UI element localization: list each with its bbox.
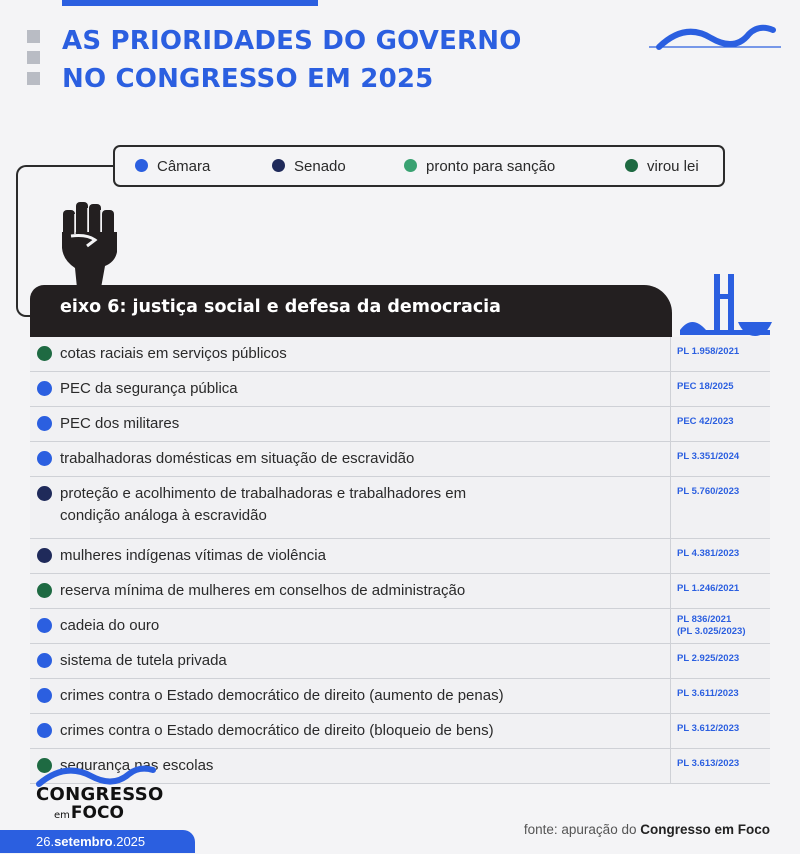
page-title	[62, 22, 522, 98]
date-badge: 26.setembro.2025	[0, 830, 195, 853]
status-dot-icon	[37, 416, 52, 431]
table-row: crimes contra o Estado democrático de direito (aumento de penas) PL 3.611/2023	[30, 679, 770, 714]
status-dot-icon	[37, 688, 52, 703]
brand-wave-icon	[645, 20, 785, 52]
legend	[113, 145, 725, 187]
status-dot-icon	[37, 451, 52, 466]
decorative-square	[27, 72, 40, 85]
table-row: mulheres indígenas vítimas de violência PL 4.381/2023	[30, 539, 770, 574]
brand-sub: emFOCO	[54, 803, 124, 823]
table-row: proteção e acolhimento de trabalhadoras e trabalhadores em condição análoga à escravidão PL 5.760/2023	[30, 477, 770, 539]
status-dot-icon	[37, 548, 52, 563]
congress-building-icon	[678, 268, 774, 338]
table-row: cotas raciais em serviços públicos PL 1.958/2021	[30, 337, 770, 372]
status-dot-icon	[37, 486, 52, 501]
section-header	[30, 285, 672, 337]
status-dot-icon	[37, 346, 52, 361]
table-row: trabalhadoras domésticas em situação de escravidão PL 3.351/2024	[30, 442, 770, 477]
status-dot-icon	[404, 159, 417, 172]
table-row: PEC da segurança pública PEC 18/2025	[30, 372, 770, 407]
status-dot-icon	[37, 618, 52, 633]
table-row: sistema de tutela privada PL 2.925/2023	[30, 644, 770, 679]
table-row: reserva mínima de mulheres em conselhos de administração PL 1.246/2021	[30, 574, 770, 609]
table-row: PEC dos militares PEC 42/2023	[30, 407, 770, 442]
title-line-1: AS PRIORIDADES DO GOVERNO	[62, 26, 522, 56]
status-dot-icon	[135, 159, 148, 172]
status-dot-icon	[37, 723, 52, 738]
status-dot-icon	[37, 653, 52, 668]
section-title: eixo 6: justiça social e defesa da democracia	[60, 297, 501, 317]
priorities-table	[30, 337, 770, 784]
brand-name: CONGRESSO	[36, 784, 164, 805]
decorative-square	[27, 30, 40, 43]
legend-item-virou-lei: virou lei	[625, 157, 699, 177]
status-dot-icon	[37, 381, 52, 396]
status-dot-icon	[37, 583, 52, 598]
legend-item-pronto-para-sancao: pronto para sanção	[404, 157, 555, 177]
top-accent-bar	[62, 0, 318, 6]
status-dot-icon	[272, 159, 285, 172]
legend-item-senado: Senado	[272, 157, 346, 177]
legend-item-camara: Câmara	[135, 157, 210, 177]
title-line-2: NO CONGRESSO EM 2025	[62, 64, 434, 94]
table-row: cadeia do ouro PL 836/2021 (PL 3.025/2023)	[30, 609, 770, 644]
table-row: crimes contra o Estado democrático de direito (bloqueio de bens) PL 3.612/2023	[30, 714, 770, 749]
decorative-square	[27, 51, 40, 64]
status-dot-icon	[625, 159, 638, 172]
source-credit: fonte: apuração do Congresso em Foco	[523, 822, 770, 837]
table-row: segurança nas escolas PL 3.613/2023	[30, 749, 770, 784]
raised-fist-icon	[57, 200, 123, 288]
